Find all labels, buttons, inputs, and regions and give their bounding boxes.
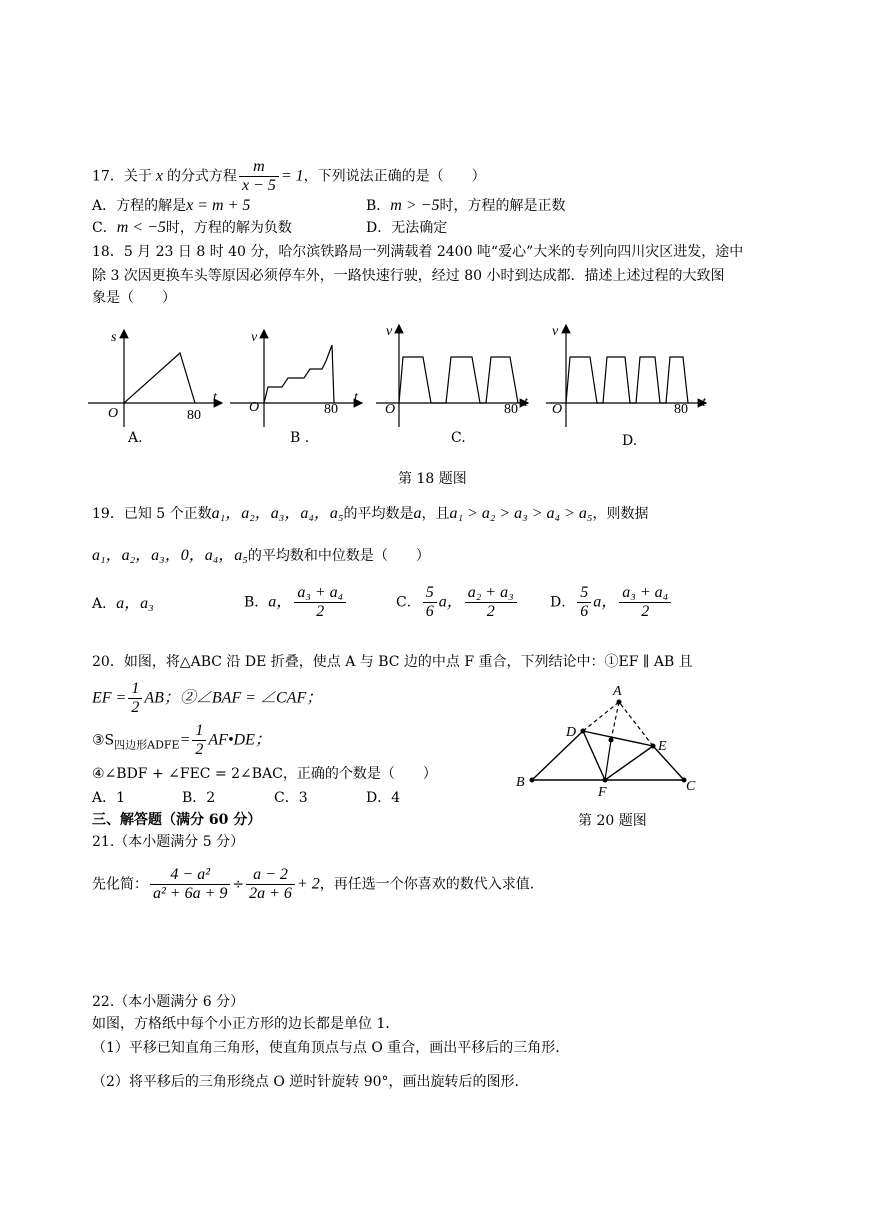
q18-graph-d-ylabel: v: [552, 324, 559, 339]
q18-graph-a-ylabel: s: [111, 330, 117, 345]
q20-statement-4: ④∠BDF + ∠FEC = 2∠BAC，正确的个数是（ ）: [92, 766, 437, 782]
q20-label-c: C: [686, 779, 696, 794]
q20-label-b: B: [516, 775, 525, 790]
q20-option-b: B．2: [182, 790, 216, 806]
q18-caption-c: C.: [451, 430, 466, 446]
q21-title: 21.（本小题满分 5 分）: [92, 834, 245, 850]
q18-graph-b: [230, 330, 362, 427]
q18-graph-c-ylabel: v: [386, 324, 393, 339]
q17-rhs: = 1: [280, 167, 304, 185]
q22-line1: 如图，方格纸中每个小正方形的边长都是单位 1．: [92, 1016, 400, 1032]
q18-graph-d: [546, 324, 707, 427]
q18-graph-a-curve: [124, 353, 195, 403]
q17-prefix: 17．关于: [92, 168, 152, 185]
q18-graph-b-ylabel: v: [251, 330, 258, 345]
q17-suffix: ，下列说法正确的是（ ）: [303, 168, 486, 185]
q17-option-c: C．m < −5时，方程的解为负数: [92, 219, 292, 236]
q20-label-a: A: [613, 684, 622, 699]
q18-graph-d-tick: 80: [674, 402, 688, 417]
q18-graph-b-origin: O: [249, 400, 260, 415]
q18-graph-c-origin: O: [385, 402, 396, 417]
q18-line3: 象是（ ）: [92, 290, 176, 306]
q20-line1: 20．如图，将△ABC 沿 DE 折叠，使点 A 与 BC 边的中点 F 重合，下列结论中：①EF ∥ AB 且: [92, 654, 693, 670]
q20-statement-1-2: EF = $\frac{1}{2}$ AB；②∠BAF = ∠CAF；: [92, 680, 323, 716]
q18-caption-d: D.: [622, 433, 638, 449]
q20-statement-3: $③S_{四边形ADFE}=$ $\frac{1}{2}$ AF•DE；: [92, 722, 271, 758]
q18-graph-b-tick: 80: [324, 402, 338, 417]
q20-triangle-figure: [510, 680, 710, 810]
q18-graph-d-xlabel: t: [702, 395, 706, 410]
q18-line1: 18．5 月 23 日 8 时 40 分，哈尔滨铁路局一列满载着 2400 吨“爱心”大米的专列向四川灾区进发，途中: [92, 244, 744, 260]
q17-fraction: $\frac{m}{x - 5}$: [239, 158, 279, 195]
q18-figure-caption: 第 18 题图: [398, 471, 467, 487]
q18-graph-b-curve: [264, 345, 334, 403]
q22-line3: （2）将平移后的三角形绕点 O 逆时针旋转 90°，画出旋转后的图形．: [92, 1074, 529, 1090]
q18-graph-c-curve: [399, 357, 518, 403]
q19-option-a: A．a，a₃: [92, 595, 154, 612]
q18-caption-b: B .: [290, 430, 310, 446]
q17-option-d: D．无法确定: [366, 220, 448, 236]
q18-graph-d-curve: [566, 357, 688, 403]
q19-option-c: C． $\frac{5}{6}$ a， $\frac{\text{a₂ + a₃}}{2}$: [396, 584, 519, 621]
q19-option-d: D． $\frac{5}{6}$ a， $\frac{\text{a₃ + a₄}}{2}$: [550, 584, 673, 621]
q20-label-f: F: [598, 785, 607, 800]
q18-line2: 除 3 次因更换车头等原因必须停车外，一路快速行驶，经过 80 小时到达成都．描述上述过程的大致图: [92, 268, 725, 284]
q17-var-x: x: [151, 167, 167, 185]
q22-title: 22.（本小题满分 6 分）: [92, 994, 245, 1010]
q19-line1: 19．已知 5 个正数a₁，a₂，a₃，a₄，a₅的平均数是a，且a₁ > a₂ > a₃ > a₄ > a₅，则数据: [92, 505, 649, 522]
q18-caption-a: A.: [128, 430, 143, 446]
q17-option-b: B．m > −5时，方程的解是正数: [366, 197, 566, 214]
q18-graph-a: [88, 330, 222, 427]
q20-option-a: A．1: [92, 790, 126, 806]
q20-label-e: E: [658, 739, 667, 754]
q17-mid: 的分式方程: [166, 168, 237, 185]
q17-stem: [92, 158, 486, 195]
q20-option-c: C．3: [274, 790, 308, 806]
q19-option-b: B．a， $\frac{\text{a₃ + a₄}}{2}$: [244, 584, 348, 621]
q20-option-d: D．4: [366, 790, 401, 806]
q22-line2: （1）平移已知直角三角形，使直角顶点与点 O 重合，画出平移后的三角形．: [92, 1040, 570, 1056]
q21-expression: 先化简： $\frac{\text{4 − a²}}{\text{a² + 6a + 9}}$ ÷ $\frac{a - 2}{2a + 6}$ + 2，再任选一个你喜欢的数代入求值．: [92, 866, 544, 902]
q19-line2: a₁，a₂，a₃，0，a₄，a₅的平均数和中位数是（ ）: [92, 547, 430, 564]
q18-graph-c-tick: 80: [504, 402, 518, 417]
q18-graph-a-tick: 80: [187, 408, 201, 423]
q20-figure-caption: 第 20 题图: [578, 813, 647, 829]
q18-graph-c-xlabel: t: [524, 395, 528, 410]
q18-graph-b-xlabel: t: [354, 390, 358, 405]
section-3-heading: 三、解答题（满分 60 分）: [92, 812, 262, 828]
q18-graph-a-xlabel: t: [213, 390, 217, 405]
q18-graph-d-origin: O: [552, 402, 563, 417]
q18-graph-a-origin: O: [108, 406, 119, 421]
q17-option-a: A．方程的解是x = m + 5: [92, 197, 251, 214]
q18-graph-c: [376, 324, 529, 427]
q20-label-d: D: [566, 725, 577, 740]
